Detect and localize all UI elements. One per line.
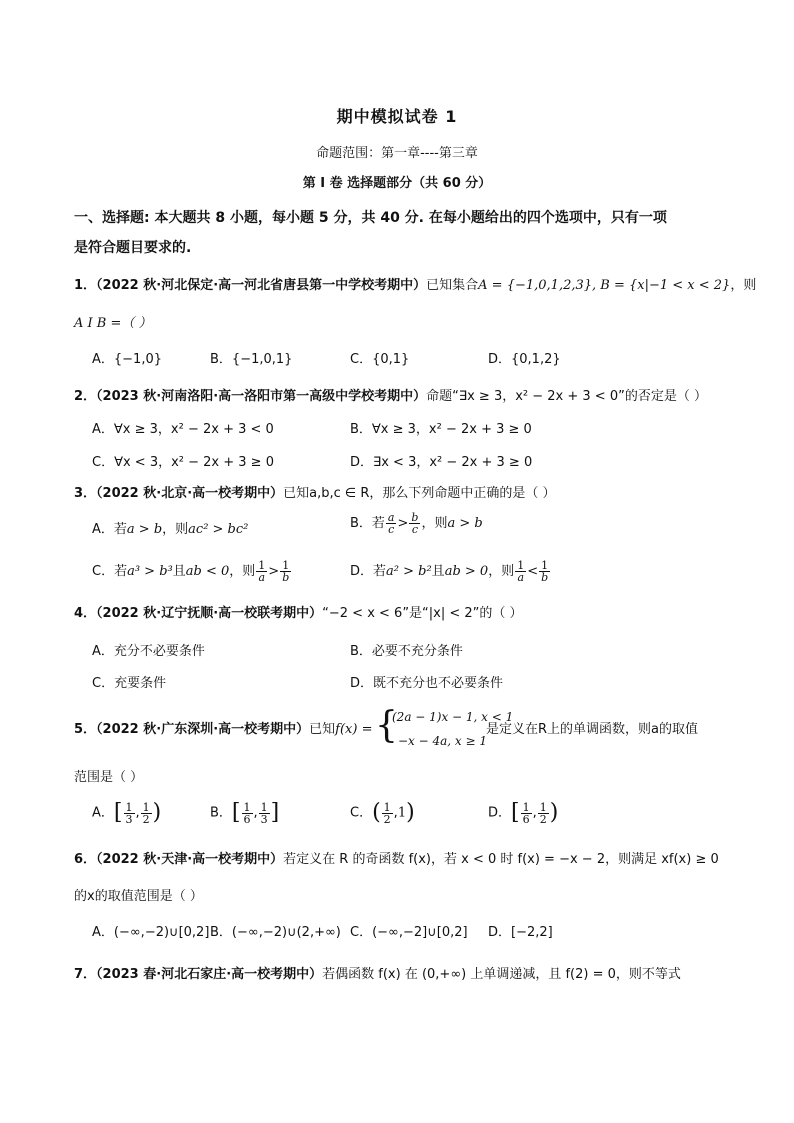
numerator: 1 bbox=[539, 560, 550, 572]
option-c-condition: a³ > b³ bbox=[127, 564, 173, 579]
denominator: 3 bbox=[260, 812, 268, 826]
option-d-condition: a² > b² bbox=[386, 564, 432, 579]
fraction bbox=[141, 802, 152, 825]
question-2-option-a[interactable]: A．∀x ≥ 3，x² − 2x + 3 < 0 bbox=[92, 422, 274, 437]
denominator: b bbox=[282, 571, 290, 584]
denominator: 2 bbox=[539, 812, 547, 826]
numerator: b bbox=[411, 511, 419, 524]
numerator: a bbox=[387, 511, 395, 524]
question-1-stem: 已知集合 bbox=[426, 278, 479, 293]
fraction bbox=[242, 802, 253, 825]
piecewise-case-1: (2a − 1)x − 1, x < 1 bbox=[392, 710, 514, 724]
fraction-1-over-a bbox=[256, 560, 267, 583]
fraction bbox=[259, 802, 270, 825]
option-b-then: ，则 bbox=[421, 516, 448, 531]
question-6-option-d[interactable]: D．[−2,2] bbox=[488, 925, 553, 940]
denominator: 6 bbox=[243, 812, 251, 826]
question-1-line-2: A I B =（ ） bbox=[74, 316, 152, 331]
fraction-b-over-c bbox=[409, 512, 420, 535]
instruction-line-1: 一、选择题: 本大题共 8 小题，每小题 5 分，共 40 分. 在每小题给出的四个选项中，只有一项 bbox=[74, 210, 667, 226]
option-d-prefix: D．若 bbox=[350, 564, 387, 579]
option-a-prefix: A．若 bbox=[92, 522, 127, 537]
question-3-option-a[interactable] bbox=[92, 522, 248, 538]
question-1-option-a[interactable]: A．{−1,0} bbox=[92, 352, 163, 367]
option-d-and: 且 bbox=[431, 564, 445, 579]
numerator: 1 bbox=[260, 800, 268, 814]
fraction-1-over-b bbox=[280, 560, 291, 583]
denominator: 2 bbox=[142, 812, 150, 826]
numerator: 1 bbox=[280, 560, 291, 572]
question-2 bbox=[74, 389, 707, 405]
question-2-stem: 命题“∃x ≥ 3，x² − 2x + 3 < 0”的否定是（ ） bbox=[426, 389, 707, 404]
question-4-option-a[interactable]: A．充分不必要条件 bbox=[92, 644, 205, 659]
question-5-stem-pre: 已知 bbox=[309, 722, 336, 737]
option-c-condition-2: ab < 0 bbox=[185, 564, 230, 579]
question-5-option-a[interactable]: A．[ $\frac{1}{3}$ , $\frac{1}{2}$ ) bbox=[92, 800, 162, 826]
option-d-condition-2: ab > 0 bbox=[444, 564, 489, 579]
question-4-stem: “−2 < x < 6”是“|x| < 2”的（ ） bbox=[322, 606, 523, 621]
question-4-source: 4．（2022 秋·辽宁抚顺·高一校联考期中） bbox=[74, 606, 323, 621]
numerator: 1 bbox=[517, 559, 525, 572]
fraction bbox=[538, 802, 549, 825]
numerator: 1 bbox=[125, 800, 133, 814]
question-7-stem: 若偶函数 f(x) 在 (0,+∞) 上单调递减，且 f(2) = 0，则不等式 bbox=[322, 967, 681, 982]
question-5-source: 5．（2022 秋·广东深圳·高一校考期中） bbox=[74, 722, 310, 737]
fraction-1-over-a bbox=[515, 560, 526, 583]
denominator: a bbox=[517, 571, 524, 584]
question-7-source: 7．（2023 春·河北石家庄·高一校考期中） bbox=[74, 967, 323, 982]
question-1-then: ，则 bbox=[730, 278, 757, 293]
option-c-prefix: C．若 bbox=[92, 564, 128, 579]
question-5-stem-post: 是定义在R上的单调函数，则a的取值 bbox=[486, 722, 698, 737]
question-4-option-d[interactable]: D．既不充分也不必要条件 bbox=[350, 676, 504, 691]
question-5-option-b[interactable]: B．[ $\frac{1}{6}$ , $\frac{1}{3}$ ] bbox=[210, 800, 280, 826]
piecewise-brace: { bbox=[375, 705, 398, 746]
question-5-option-d[interactable]: D．[ $\frac{1}{6}$ , $\frac{1}{2}$ ) bbox=[488, 800, 559, 826]
question-6-source: 6．（2022 秋·天津·高一校考期中） bbox=[74, 852, 284, 867]
option-a-conclusion: ac² > bc² bbox=[188, 522, 249, 537]
denominator: b bbox=[541, 571, 549, 584]
instruction-line-2: 是符合题目要求的. bbox=[74, 240, 192, 256]
question-6-option-b[interactable]: B．(−∞,−2)∪(2,+∞) bbox=[210, 925, 341, 940]
question-3-option-b[interactable]: B．若 $\frac{a}{c}$ > $\frac{b}{c}$ ，则a > b bbox=[350, 511, 483, 536]
upper-bound: 1 bbox=[397, 805, 407, 821]
fraction-1-over-b bbox=[539, 560, 550, 583]
question-6-stem: 若定义在 R 的奇函数 f(x)，若 x < 0 时 f(x) = −x − 2，则满足 xf(x) ≥ 0 bbox=[283, 852, 719, 867]
numerator: 1 bbox=[383, 800, 391, 814]
option-a-condition: a > b bbox=[126, 522, 163, 537]
question-1-option-b[interactable]: B．{−1,0,1} bbox=[210, 352, 293, 367]
question-5-source-line bbox=[74, 722, 372, 738]
question-6 bbox=[74, 852, 719, 868]
question-3-source: 3．（2022 秋·北京·高一校考期中） bbox=[74, 486, 284, 501]
question-1-source: 1．（2022 秋·河北保定·高一河北省唐县第一中学校考期中） bbox=[74, 278, 427, 293]
option-label: D． bbox=[488, 805, 512, 821]
fraction bbox=[124, 802, 135, 825]
question-2-source: 2．（2023 秋·河南洛阳·高一洛阳市第一高级中学校考期中） bbox=[74, 389, 427, 404]
denominator: a bbox=[258, 571, 266, 584]
question-1-option-c[interactable]: C．{0,1} bbox=[350, 352, 410, 367]
option-b-conclusion: a > b bbox=[447, 516, 483, 531]
option-label: B． bbox=[210, 805, 232, 821]
numerator: 1 bbox=[539, 800, 547, 814]
question-2-option-c[interactable]: C．∀x < 3，x² − 2x + 3 ≥ 0 bbox=[92, 455, 274, 470]
denominator: c bbox=[411, 523, 418, 536]
document-title: 期中模拟试卷 1 bbox=[336, 107, 458, 126]
question-5-fx: f(x) = bbox=[335, 722, 373, 737]
question-6-option-a[interactable]: A．(−∞,−2)∪[0,2] bbox=[92, 925, 210, 940]
denominator: 6 bbox=[522, 812, 530, 826]
question-5-line-2: 范围是（ ） bbox=[74, 770, 144, 785]
denominator: c bbox=[388, 523, 395, 536]
fraction bbox=[521, 802, 532, 825]
question-2-option-d[interactable]: D．∃x < 3，x² − 2x + 3 ≥ 0 bbox=[350, 455, 533, 470]
part-heading: 第 I 卷 选择题部分（共 60 分） bbox=[302, 176, 492, 191]
option-a-then: ，则 bbox=[162, 522, 189, 537]
question-1 bbox=[74, 278, 756, 294]
numerator: 1 bbox=[258, 559, 266, 572]
question-4 bbox=[74, 606, 523, 622]
denominator: 3 bbox=[125, 812, 133, 826]
denominator: 2 bbox=[383, 812, 391, 826]
numerator: 1 bbox=[142, 800, 150, 814]
question-5-option-c[interactable]: C．( $\frac{1}{2}$ ,1) bbox=[350, 800, 415, 826]
question-1-option-d[interactable]: D．{0,1,2} bbox=[488, 352, 561, 367]
numerator: 1 bbox=[243, 800, 251, 814]
question-1-sets: A = {−1,0,1,2,3}, B = {x|−1 < x < 2} bbox=[478, 278, 731, 293]
option-c-and: 且 bbox=[172, 564, 186, 579]
question-3-option-c[interactable]: C．若a³ > b³且ab < 0，则 $\frac{1}{a}$ > $\frac{1}{b}$ bbox=[92, 559, 290, 584]
fraction bbox=[382, 802, 393, 825]
question-3-option-d[interactable]: D．若a² > b²且ab > 0，则 $\frac{1}{a}$ < $\frac{1}{b}$ bbox=[350, 559, 549, 584]
question-3-stem: 已知a,b,c ∈ R，那么下列命题中正确的是（ ） bbox=[283, 486, 556, 501]
question-6-line-2: 的x的取值范围是（ ） bbox=[74, 889, 203, 904]
piecewise-case-2: −x − 4a, x ≥ 1 bbox=[398, 734, 488, 748]
numerator: 1 bbox=[522, 800, 530, 814]
question-3 bbox=[74, 486, 556, 502]
fraction-a-over-c bbox=[386, 512, 397, 535]
option-label: A． bbox=[92, 805, 114, 821]
question-2-option-b[interactable]: B．∀x ≥ 3，x² − 2x + 3 ≥ 0 bbox=[350, 422, 532, 437]
option-b-prefix: B．若 bbox=[350, 516, 385, 531]
question-4-option-b[interactable]: B．必要不充分条件 bbox=[350, 644, 463, 659]
question-7 bbox=[74, 967, 681, 983]
option-d-then: ，则 bbox=[488, 564, 515, 579]
question-6-option-c[interactable]: C．(−∞,−2]∪[0,2] bbox=[350, 925, 468, 940]
document-scope: 命题范围：第一章----第三章 bbox=[316, 146, 478, 161]
option-c-then: ，则 bbox=[229, 564, 256, 579]
option-label: C． bbox=[350, 805, 373, 821]
question-4-option-c[interactable]: C．充要条件 bbox=[92, 676, 167, 691]
